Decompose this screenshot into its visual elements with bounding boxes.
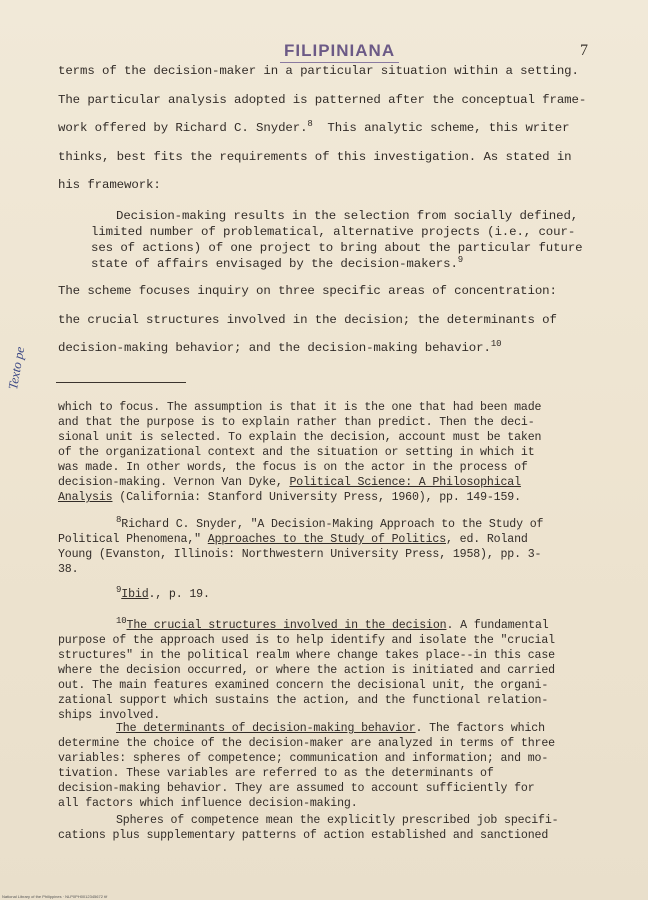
footnote-8-line: Young (Evanston, Illinois: Northwestern University Press, 1958), pp. 3- [58,548,542,561]
page-number: 7 [580,42,588,59]
footnote-text: . The factors which [415,722,545,735]
footnote-10-line: ships involved. [58,709,161,722]
quote-line [91,257,463,271]
footnote-ref-9: 9 [457,255,464,265]
footnote-text: . A fundamental [446,619,549,632]
footnote-text: decision-making. Vernon Van Dyke, [58,476,283,489]
section-heading: The determinants of decision-making behavior [116,722,416,735]
footnote-10-line: structures" in the political realm where change takes place--in this case [58,649,555,662]
quote-line: Decision-making results in the selection from socially defined, [116,209,579,223]
footnote-text: Political Phenomena," [58,533,208,546]
footnote-line [58,476,521,489]
footnote-number: 9 [116,585,122,595]
body-line: the crucial structures involved in the decision; the determinants of [58,313,557,327]
footnote-line [58,491,521,504]
footnote-line: of the organizational context and the situation or setting in which it [58,446,535,459]
book-title: Political Science: A Philosophical [289,476,521,489]
footnote-text: (California: Stanford University Press, 1960), pp. 149-159. [112,491,521,504]
footnote-ref-8: 8 [307,119,313,129]
footnote-text: , ed. Roland [446,533,528,546]
footnote-9-line [116,585,210,601]
handwritten-margin-note: Texto pe [5,345,28,391]
footnote-10-line: purpose of the approach used is to help identify and isolate the "crucial [58,634,555,647]
footnote-8-line [116,515,544,531]
footnote-line: sional unit is selected. To explain the decision, account must be taken [58,431,542,444]
body-line: The scheme focuses inquiry on three specific areas of concentration: [58,284,557,298]
footnote-ref-10: 10 [490,339,502,349]
body-text: decision-making behavior; and the decision-making behavior. [58,341,491,355]
book-title: Analysis [58,491,113,504]
footnote-10-line: determine the choice of the decision-maker are analyzed in terms of three [58,737,555,750]
body-text: This analytic scheme, this writer [327,121,570,135]
footnote-10-line [116,616,549,632]
footnote-8-line: 38. [58,563,79,576]
footnote-line: which to focus. The assumption is that it is the one that had been made [58,401,542,414]
footnote-text: Richard C. Snyder, "A Decision-Making Approach to the Study of [121,518,544,531]
ibid-text: Ibid [121,588,149,601]
footnote-number: 8 [116,515,122,525]
filipiniana-stamp: FILIPINIANA [280,41,399,63]
footnote-number: 10 [116,616,127,626]
footnote-10-line [116,722,545,735]
footnote-10-line: where the decision occurred, or where the action is initiated and carried [58,664,555,677]
quote-text: state of affairs envisaged by the decision-makers. [91,257,458,271]
body-line [58,341,501,355]
body-line: thinks, best fits the requirements of this investigation. As stated in [58,150,572,164]
body-line: his framework: [58,178,161,192]
section-heading: The crucial structures involved in the decision [126,619,447,632]
footnote-10-line: all factors which influence decision-making. [58,797,358,810]
footnote-10-line: zational support which sustains the action, and the functional relation- [58,694,549,707]
footnote-10-line: tivation. These variables are referred to as the determinants of [58,767,494,780]
footnote-10-line: Spheres of competence mean the explicitly prescribed job specifi- [116,814,559,827]
footnote-separator [56,382,186,383]
footnote-line: and that the purpose is to explain rather than predict. Then the deci- [58,416,535,429]
footnote-10-line: variables: spheres of competence; communication and information; and mo- [58,752,549,765]
footnote-text: ., p. 19. [148,588,210,601]
book-title: Approaches to the Study of Politics [207,533,447,546]
body-line: terms of the decision-maker in a particular situation within a setting. [58,64,579,78]
body-line: The particular analysis adopted is patterned after the conceptual frame- [58,93,587,107]
footnote-line: was made. In other words, the focus is on the actor in the process of [58,461,528,474]
body-text: work offered by Richard C. Snyder. [58,121,308,135]
quote-line: ses of actions) of one project to bring about the particular future [91,241,583,255]
footnote-8-line [58,533,528,546]
body-line [58,121,569,135]
scan-footer: National Library of the Philippines · NLP0PH0012345672 tif [2,894,108,899]
footnote-10-line: out. The main features examined concern the decisional unit, the organi- [58,679,549,692]
quote-line: limited number of problematical, alternative projects (i.e., cour- [91,225,576,239]
footnote-10-line: cations plus supplementary patterns of action established and sanctioned [58,829,549,842]
footnote-10-line: decision-making behavior. They are assumed to account sufficiently for [58,782,535,795]
